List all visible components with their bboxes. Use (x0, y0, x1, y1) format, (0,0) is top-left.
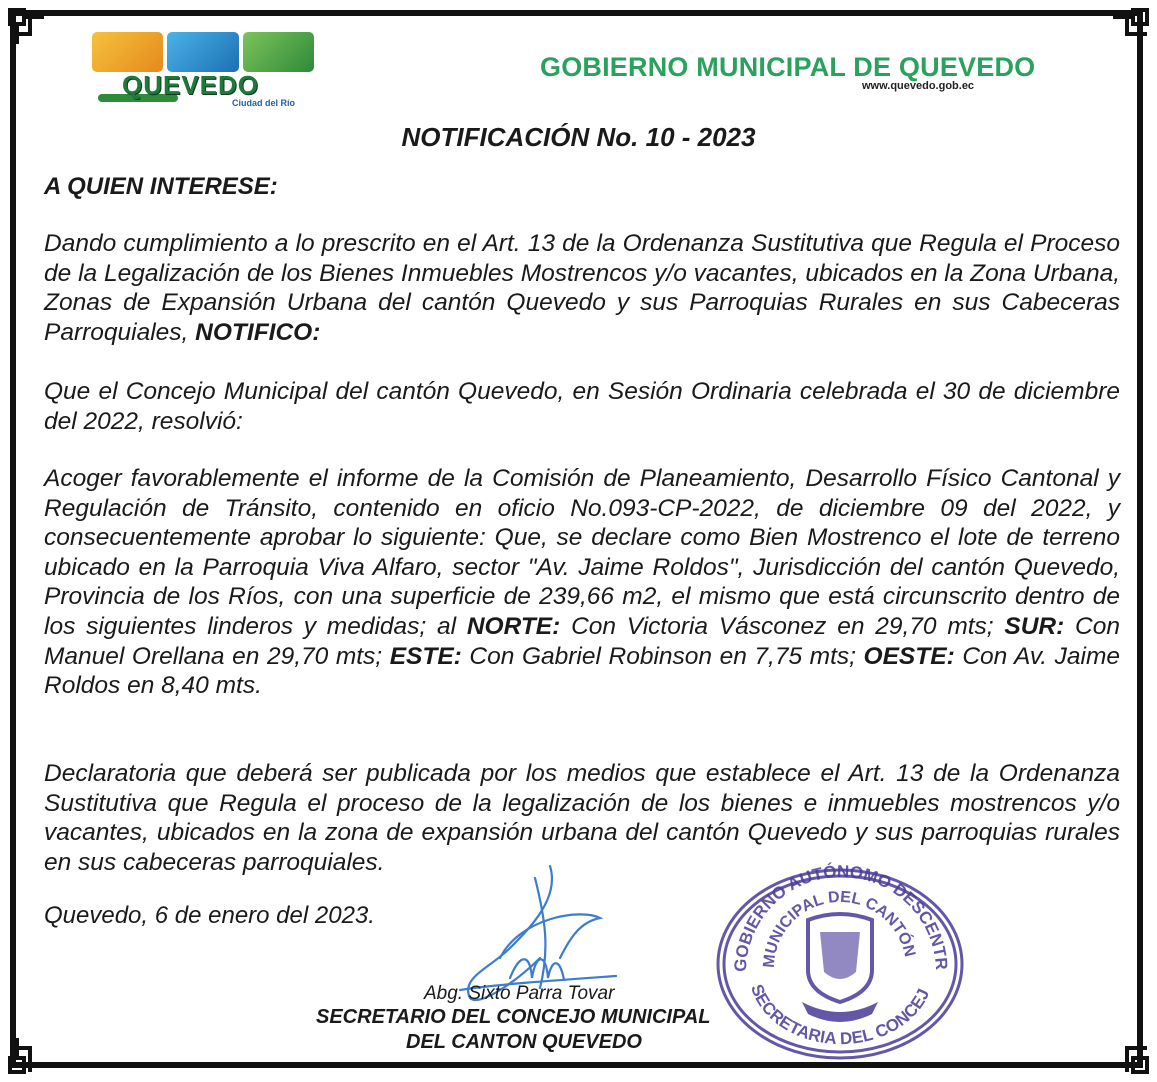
seal-inner-text: MUNICIPAL DEL CANTÓN (760, 888, 919, 969)
ornament-corner-icon (1107, 1032, 1153, 1078)
boundary-north-label: NORTE: (466, 612, 561, 640)
plant-tile-icon (243, 32, 314, 72)
signer-role-line-1: SECRETARIO DEL CONCEJO MUNICIPAL (316, 1006, 711, 1028)
notification-title: NOTIFICACIÓN No. 10 - 2023 (401, 122, 756, 152)
signer-role-line-2: DEL CANTON QUEVEDO (406, 1031, 642, 1053)
place-date: Quevedo, 6 de enero del 2023. (44, 902, 375, 929)
ornament-corner-icon (4, 1032, 50, 1078)
municipal-seal (706, 852, 974, 1060)
paragraph-legal-basis (44, 229, 1120, 347)
logo-subtitle: Ciudad del Río (232, 98, 295, 108)
website: www.quevedo.gob.ec (862, 80, 975, 92)
boundary-east-label: ESTE: (389, 642, 462, 670)
seal-bottom-text: SECRETARIA DEL CONCEJ (746, 981, 934, 1049)
ornament-corner-icon (1107, 4, 1153, 50)
ornament-corner-icon (4, 4, 50, 50)
boundary-south-label: SUR: (1004, 612, 1065, 640)
logo-wordmark: QUEVEDO (122, 70, 260, 100)
addressee: A QUIEN INTERESE: (44, 173, 278, 200)
sun-tile-icon (92, 32, 163, 72)
boundary-east-text: Con Gabriel Robinson en 7,75 mts; (461, 642, 864, 670)
boundary-west-text: Con Av. Jaime Roldos en 8,40 mts. (44, 642, 1121, 700)
paragraph-publication: Declaratoria que deberá ser publicada por los medios que establece el Art. 13 de la Ordenanza Sustitutiva que Regula el proceso de la legalización de los bienes e inmuebles mostrencos y/o vacantes, ubicados en la zona de expansión urbana del cantón Quevedo y sus parroquias rurales en sus cabeceras parroquiales. (44, 760, 1120, 876)
paragraph-resolution (44, 464, 1120, 701)
paragraph-council-session: Que el Concejo Municipal del cantón Quevedo, en Sesión Ordinaria celebrada el 30 de diciembre del 2022, resolvió: (44, 378, 1120, 435)
organization-name: GOBIERNO MUNICIPAL DE QUEVEDO (540, 52, 1036, 82)
notifico-emphasis: NOTIFICO: (195, 318, 321, 346)
boundary-west-label: OESTE: (863, 642, 955, 670)
resolution-text: Acoger favorablemente el informe de la Comisión de Planeamiento, Desarrollo Físico Cantonal y Regulación de Tránsito, contenido en oficio No.093-CP-2022, de diciembre 09 del 2022, y consecuentemente aprobar lo siguiente: Que, se declare como Bien Mostrenco el lote de terreno ubicado en la Parroquia Viva Alfaro, sector "Av. Jaime Roldos", Jurisdicción del cantón Quevedo, Provincia de los Ríos, con una superficie de 239,66 m2, el mismo que está circunscrito dentro de los siguientes linderos y medidas; al (44, 465, 1120, 640)
municipality-logo (92, 32, 314, 106)
boundary-south-text: Con Manuel Orellana en 29,70 mts; (44, 612, 1120, 670)
boundary-north-text: Con Victoria Vásconez en 29,70 mts; (560, 612, 1005, 640)
coat-of-arms-icon (802, 914, 878, 1022)
fish-tile-icon (167, 32, 238, 72)
signer-name: Abg. Sixto Parra Tovar (424, 983, 615, 1004)
paragraph-text: Dando cumplimiento a lo prescrito en el Art. 13 de la Ordenanza Sustitutiva que Regula el Proceso de la Legalización de los Bienes Inmuebles Mostrencos y/o vacantes, ubicados en la Zona Urbana, Zonas de Expansión Urbana del cantón Quevedo y sus Parroquias Rurales en sus Cabeceras Parroquiales, (44, 230, 1120, 346)
seal-outer-text: GOBIERNO AUTÓNOMO DESCENTR (730, 861, 952, 973)
